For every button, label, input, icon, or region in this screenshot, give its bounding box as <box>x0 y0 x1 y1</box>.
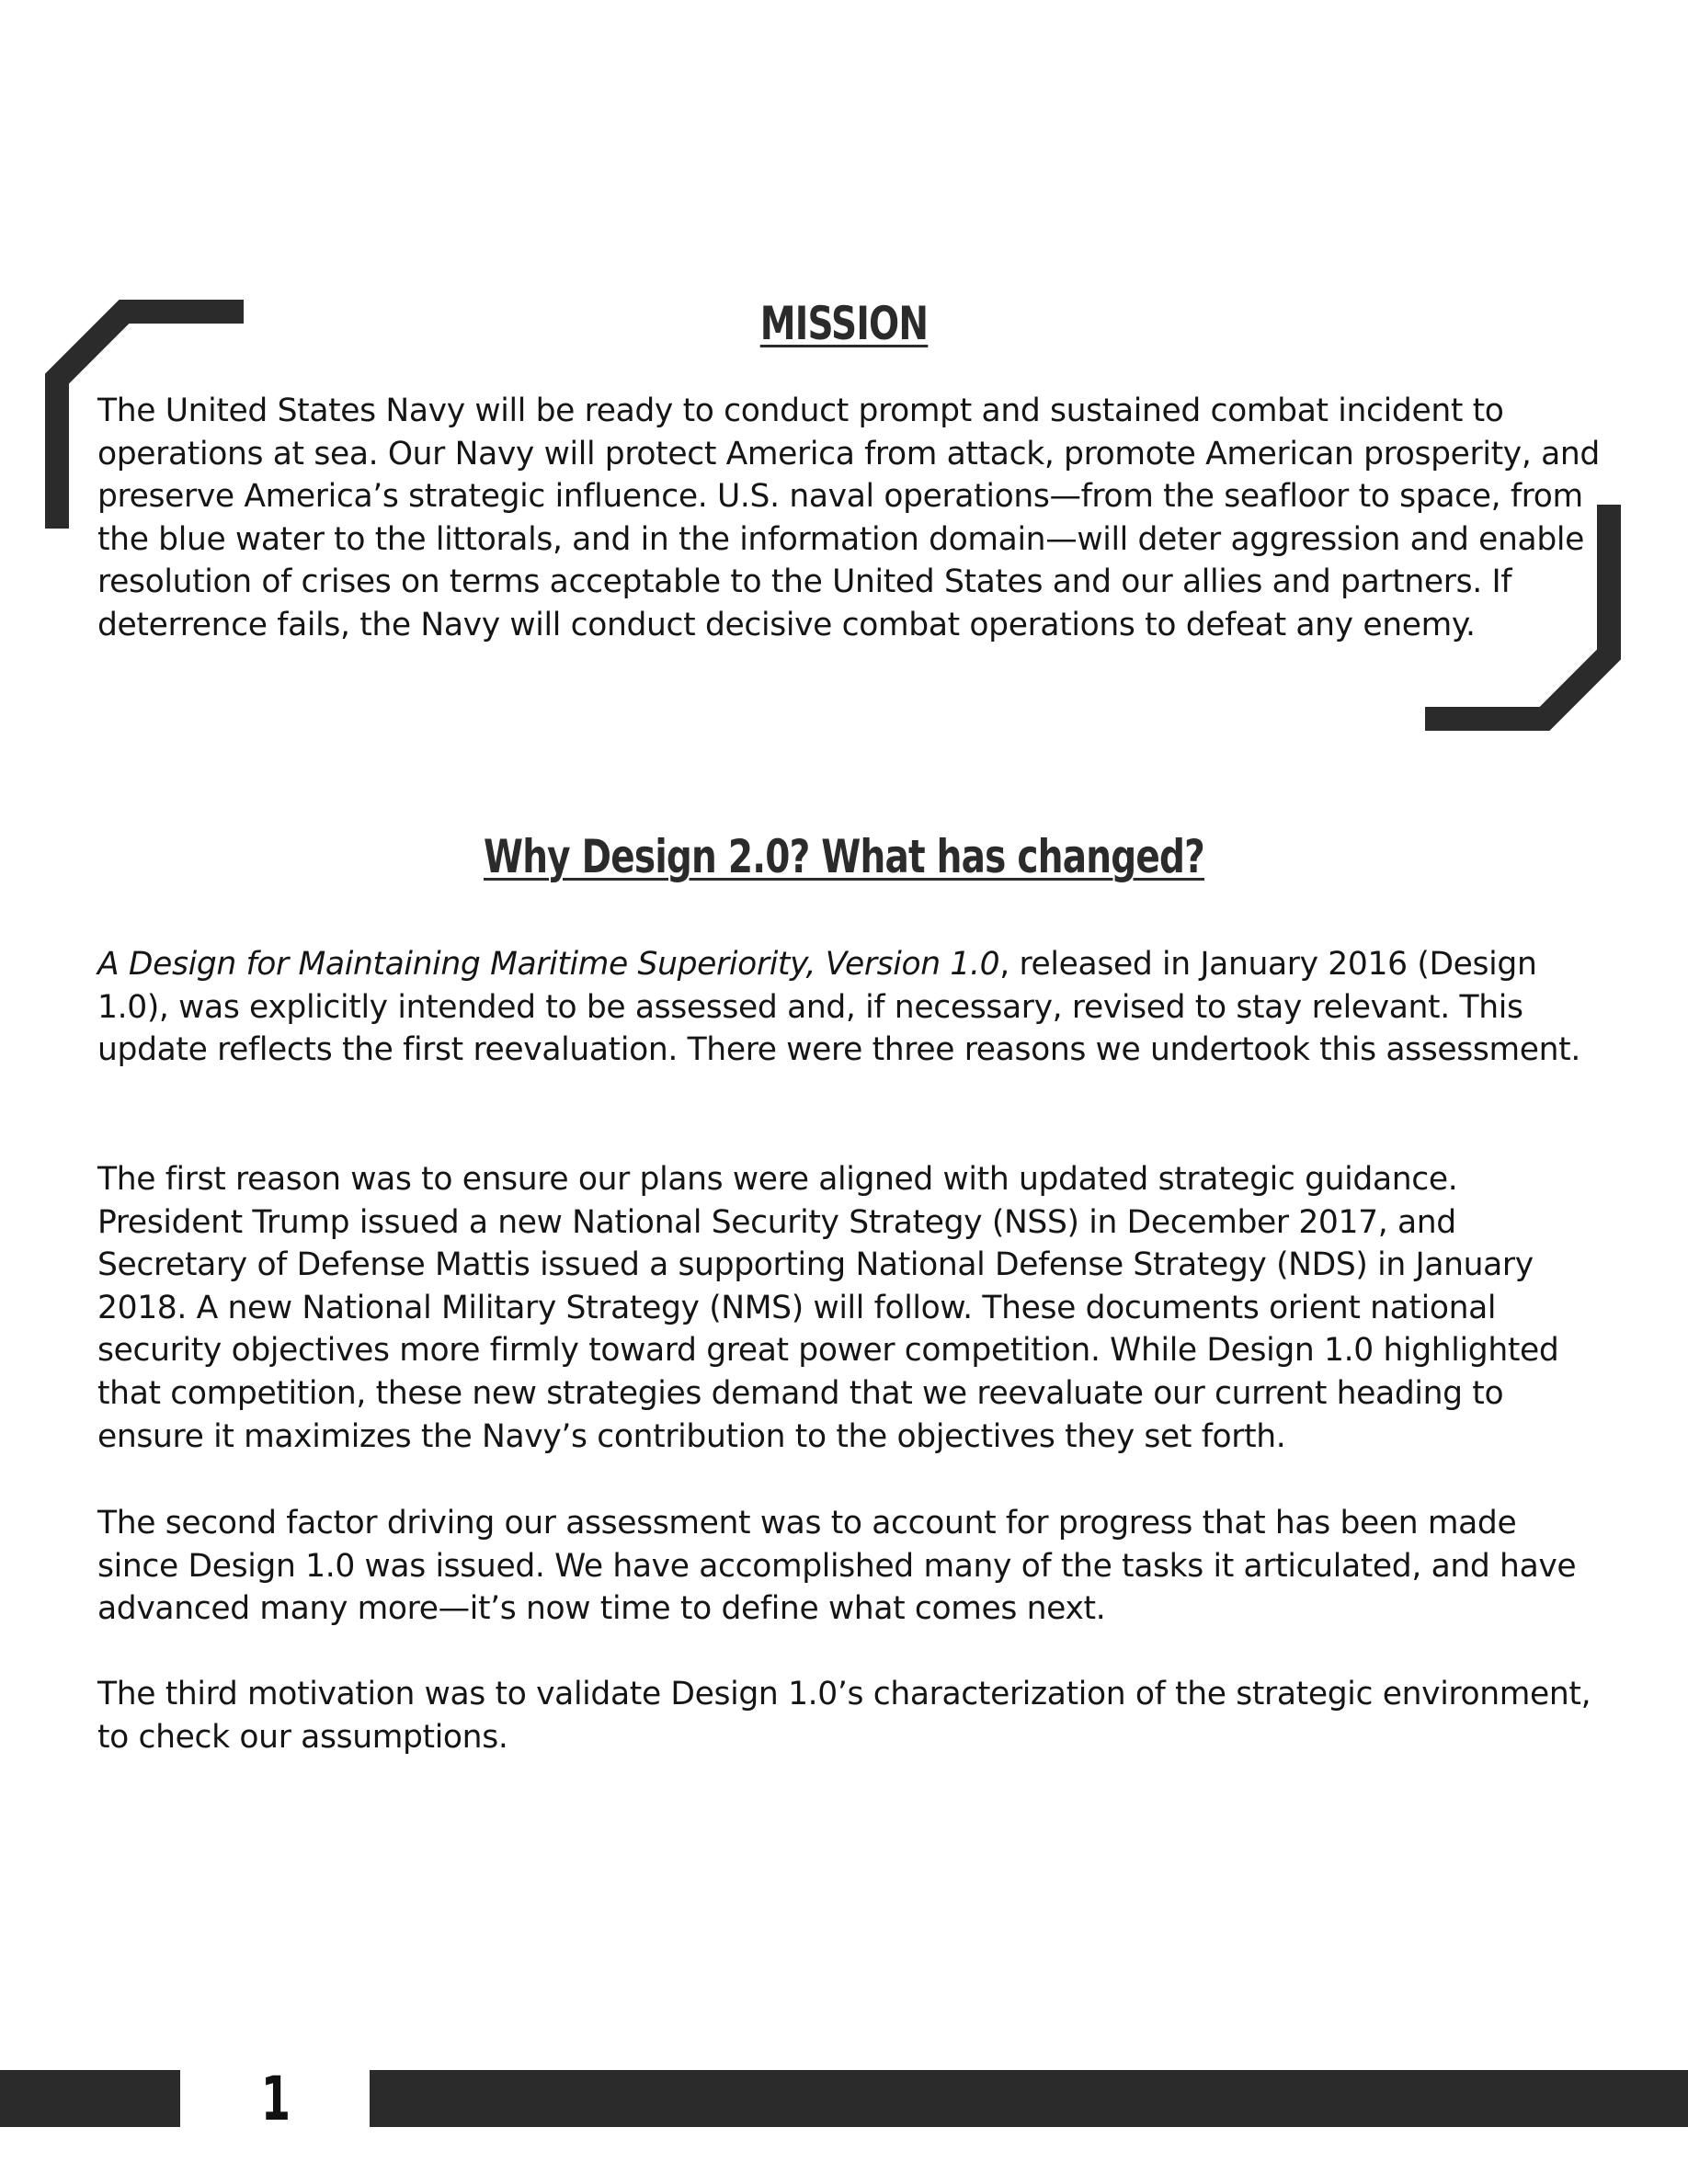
intro-paragraph <box>97 943 1605 1072</box>
footer-bar-left <box>0 2070 180 2127</box>
first-reason-paragraph: The first reason was to ensure our plans were aligned with updated strategic guidance. President Trump issued a new National Security Strategy (NSS) in December 2017, and Secretary of Defense Mattis issued a supporting National Defense Strategy (NDS) in January 2018. A new National Military Strategy (NMS) will follow. These documents orient national security objectives more firmly toward great power competition. While Design 1.0 highlighted that competition, these new strategies demand that we reevaluate our current heading to ensure it maximizes the Navy’s contribution to the objectives they set forth. <box>97 1161 1559 1455</box>
second-factor-paragraph: The second factor driving our assessment was to account for progress that has been made since Design 1.0 was issued. We have accomplished many of the tasks it articulated, and have advanced many more—it’s now time to define what comes next. <box>97 1505 1577 1628</box>
mission-heading: MISSION <box>759 297 929 350</box>
mission-paragraph: The United States Navy will be ready to conduct prompt and sustained combat incident to operations at sea. Our Navy will protect America from attack, promote American prosperity, and preserve America’s strategic influence. U.S. naval operations—from the seafloor to space, from the blue water to the littorals, and in the information domain—will deter aggression and enable resolution of crises on terms acceptable to the United States and our allies and partners. If deterrence fails, the Navy will conduct decisive combat operations to defeat any enemy. <box>97 392 1600 643</box>
third-motivation-paragraph: The third motivation was to validate Design 1.0’s characterization of the strategic environment, to check our assumptions. <box>97 1676 1591 1756</box>
document-title-italic: A Design for Maintaining Maritime Superiority, Version 1.0 <box>97 946 1000 983</box>
intro-paragraph-rest: , released in January 2016 (Design 1.0), was explicitly intended to be assessed and, if necessary, revised to stay relevant. This update reflects the first reevaluation. There were three reasons we undertook this assessment. <box>97 946 1580 1069</box>
footer-bar-right <box>370 2070 1688 2127</box>
page-number: 1 <box>260 2064 291 2134</box>
why-design-heading: Why Design 2.0? What has changed? <box>483 830 1205 883</box>
